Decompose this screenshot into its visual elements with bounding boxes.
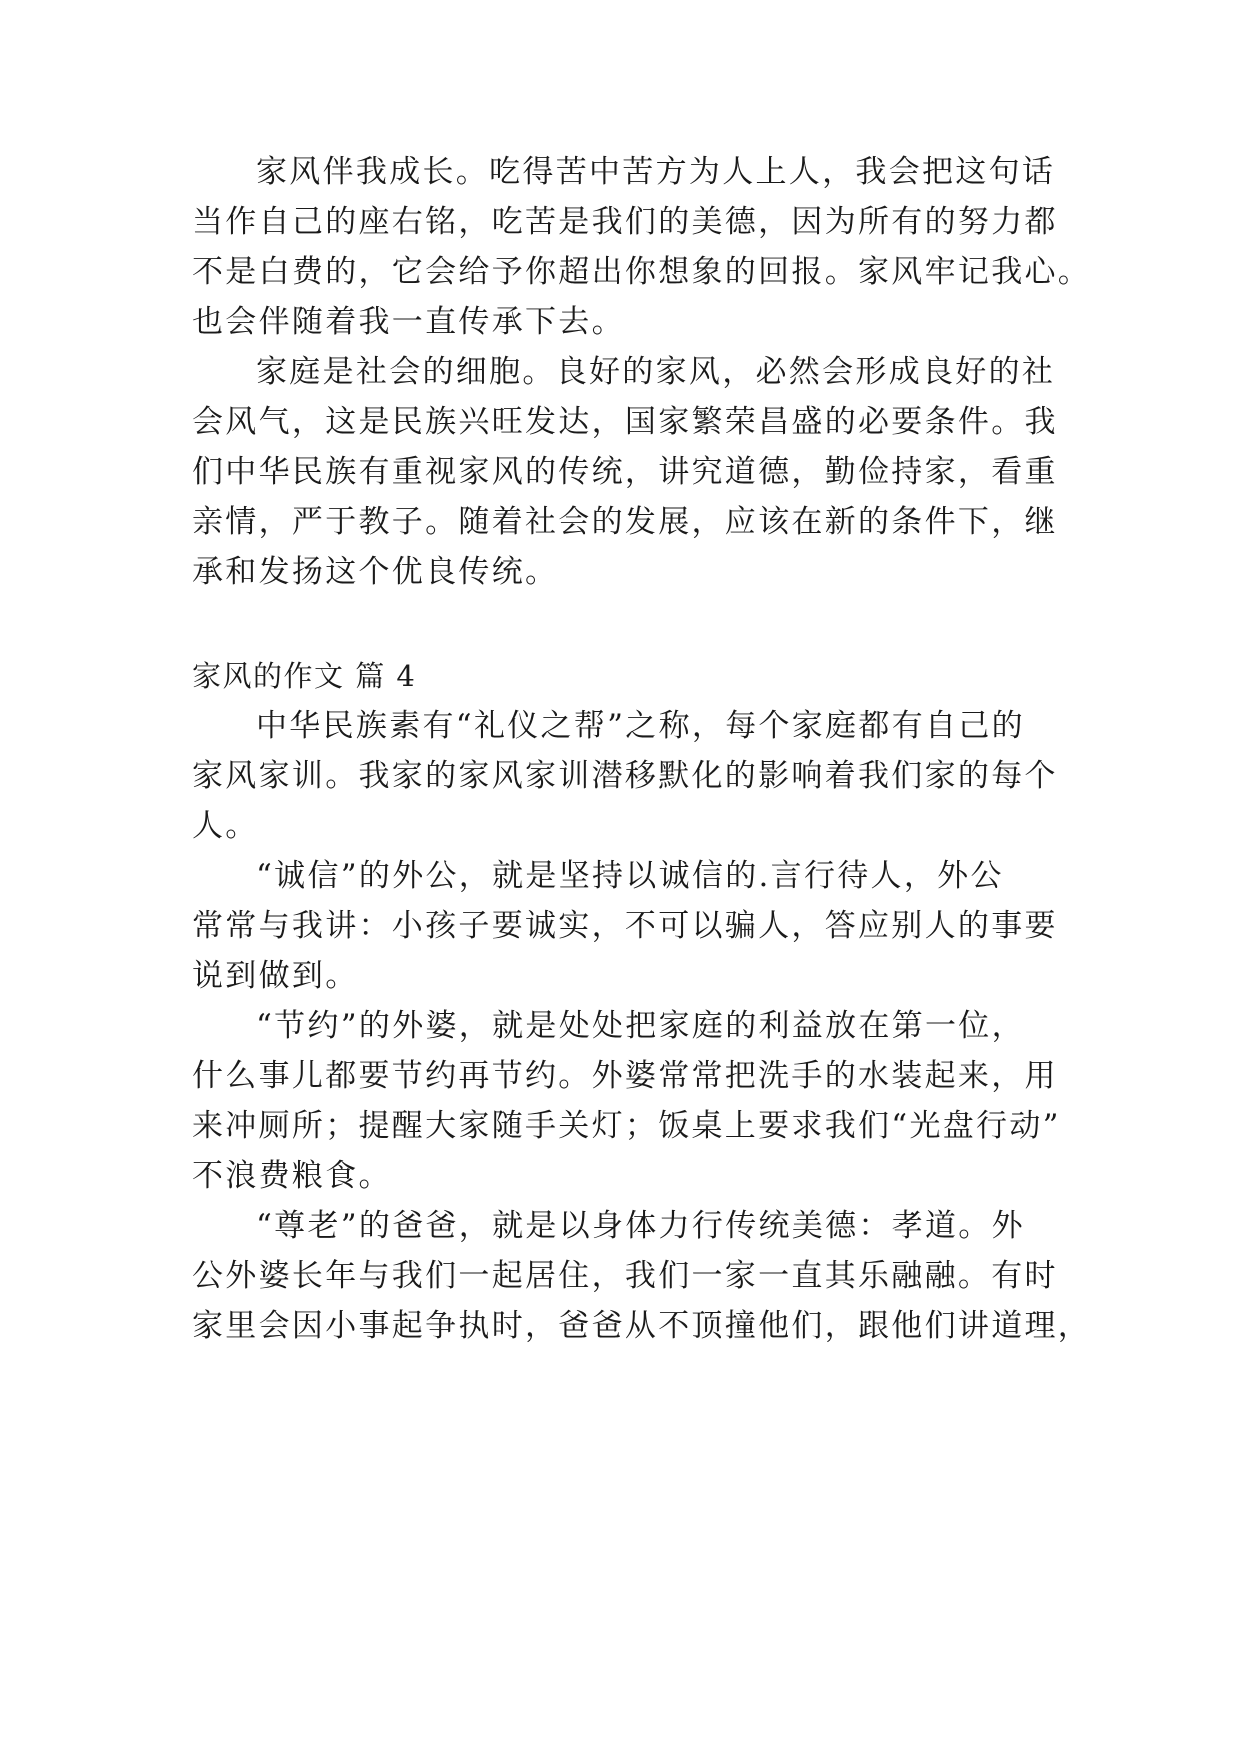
paragraph-5-line-3: 来冲厕所；提醒大家随手关灯；饭桌上要求我们“光盘行动”	[192, 1108, 1061, 1144]
section-heading: 家风的作文 篇 4	[192, 659, 417, 693]
paragraph-4-line-2: 常常与我讲：小孩子要诚实，不可以骗人，答应别人的事要	[192, 908, 1058, 944]
paragraph-1-line-1: 家风伴我成长。吃得苦中苦方为人上人，我会把这句话	[256, 154, 1056, 190]
paragraph-2-line-5: 承和发扬这个优良传统。	[192, 554, 559, 590]
paragraph-5-line-1: “节约”的外婆，就是处处把家庭的利益放在第一位，	[256, 1008, 1025, 1044]
paragraph-6-line-1: “尊老”的爸爸，就是以身体力行传统美德：孝道。外	[256, 1208, 1025, 1244]
paragraph-2-line-2: 会风气，这是民族兴旺发达，国家繁荣昌盛的必要条件。我	[192, 404, 1058, 440]
paragraph-4-line-3: 说到做到。	[192, 958, 359, 994]
paragraph-5-line-4: 不浪费粮食。	[192, 1158, 392, 1194]
paragraph-3-line-3: 人。	[192, 808, 259, 844]
paragraph-1-line-3: 不是白费的，它会给予你超出你想象的回报。家风牢记我心。	[192, 254, 1092, 290]
paragraph-6-line-3: 家里会因小事起争执时，爸爸从不顶撞他们，跟他们讲道理，	[192, 1308, 1092, 1344]
paragraph-1-line-4: 也会伴随着我一直传承下去。	[192, 304, 625, 340]
paragraph-5-line-2: 什么事儿都要节约再节约。外婆常常把洗手的水装起来，用	[192, 1058, 1058, 1094]
paragraph-6-line-2: 公外婆长年与我们一起居住，我们一家一直其乐融融。有时	[192, 1258, 1058, 1294]
paragraph-3-line-2: 家风家训。我家的家风家训潜移默化的影响着我们家的每个	[192, 758, 1058, 794]
paragraph-2-line-4: 亲情，严于教子。随着社会的发展，应该在新的条件下，继	[192, 504, 1058, 540]
paragraph-1-line-2: 当作自己的座右铭，吃苦是我们的美德，因为所有的努力都	[192, 204, 1058, 240]
paragraph-2-line-3: 们中华民族有重视家风的传统，讲究道德，勤俭持家，看重	[192, 454, 1058, 490]
paragraph-3-line-1: 中华民族素有“礼仪之帮”之称，每个家庭都有自己的	[256, 708, 1025, 744]
paragraph-2-line-1: 家庭是社会的细胞。良好的家风，必然会形成良好的社	[256, 354, 1056, 390]
paragraph-4-line-1: “诚信”的外公，就是坚持以诚信的.言行待人，外公	[256, 858, 1004, 894]
